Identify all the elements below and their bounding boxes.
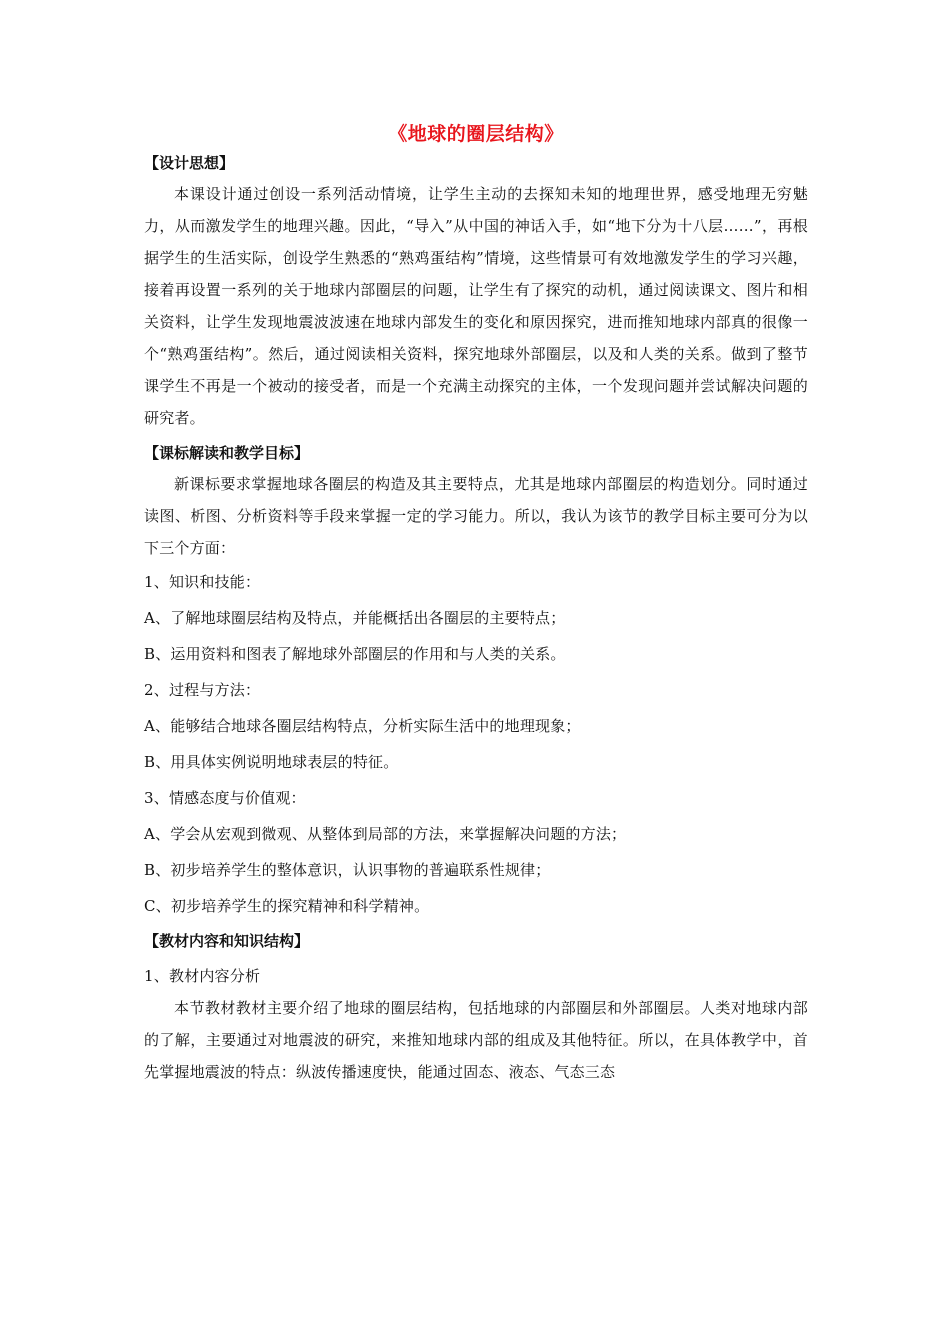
- goal-item: 2、过程与方法：: [144, 681, 261, 699]
- design-paragraph: 本课设计通过创设一系列活动情境，让学生主动的去探知未知的地理世界，感受地理无穷魅力，从而激发学生的地理兴趣。因此，“导入”从中国的神话入手，如“地下分为十八层……”，再根据学生的生活实际，创设学生熟悉的“熟鸡蛋结构”情境，这些情景可有效地激发学生的学习兴趣，接着再设置一系列的关于地球内部圈层的问题，让学生有了探究的动机，通过阅读课文、图片和相关资料，让学生发现地震波波速在地球内部发生的变化和原因探究，进而推知地球内部真的很像一个“熟鸡蛋结构”。然后，通过阅读相关资料，探究地球外部圈层，以及和人类的关系。做到了整节课学生不再是一个被动的接受者，而是一个充满主动探究的主体，一个发现问题并尝试解决问题的研究者。: [144, 185, 808, 427]
- goal-item: 1、知识和技能：: [144, 573, 261, 591]
- content-subheading: 1、教材内容分析: [144, 967, 261, 985]
- goal-item: A、学会从宏观到微观、从整体到局部的方法，来掌握解决问题的方法；: [144, 825, 627, 843]
- document-title: 《地球的圈层结构》: [388, 123, 564, 145]
- heading-content: 【教材内容和知识结构】: [144, 932, 310, 950]
- goal-item: A、能够结合地球各圈层结构特点，分析实际生活中的地理现象；: [144, 717, 581, 735]
- content-paragraph: 本节教材教材主要介绍了地球的圈层结构，包括地球的内部圈层和外部圈层。人类对地球内部的了解，主要通过对地震波的研究，来推知地球内部的组成及其他特征。所以，在具体教学中，首先掌握地震波的特点：纵波传播速度快，能通过固态、液态、气态三态: [144, 999, 808, 1081]
- heading-design: 【设计思想】: [144, 154, 235, 172]
- document-page: [144, 122, 808, 1088]
- goal-item: B、初步培养学生的整体意识，认识事物的普遍联系性规律；: [144, 861, 551, 879]
- heading-goals: 【课标解读和教学目标】: [144, 444, 310, 462]
- goals-paragraph: 新课标要求掌握地球各圈层的构造及其主要特点，尤其是地球内部圈层的构造划分。同时通过读图、析图、分析资料等手段来掌握一定的学习能力。所以，我认为该节的教学目标主要可分为以下三个方面：: [144, 475, 808, 557]
- goal-item: B、用具体实例说明地球表层的特征。: [144, 753, 399, 771]
- goal-item: 3、情感态度与价值观：: [144, 789, 306, 807]
- goal-item: C、初步培养学生的探究精神和科学精神。: [144, 897, 430, 915]
- goal-item: A、了解地球圈层结构及特点，并能概括出各圈层的主要特点；: [144, 609, 566, 627]
- section-gap: [144, 434, 808, 442]
- goal-item: B、运用资料和图表了解地球外部圈层的作用和与人类的关系。: [144, 645, 566, 663]
